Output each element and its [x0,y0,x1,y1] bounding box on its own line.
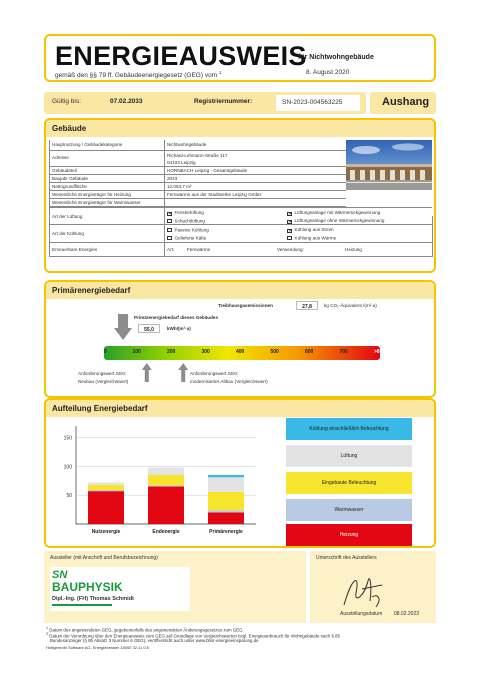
valid-until-label: Gültig bis: [52,98,81,105]
checkbox-empty-icon [287,236,292,241]
row-label: Nettogrundfläche [52,184,87,189]
legend-heating: Heizung [286,524,412,546]
scale-tick-label: 600 [305,349,314,355]
logo-rule [52,604,112,606]
bar-segment [208,475,244,477]
ventilation-option [167,210,204,216]
ventilation-label: Art der Lüftung [52,214,83,219]
legend-cooling: Kühlung einschließlich Befeuchtung [286,418,412,440]
option-label: Fensterlüftung [174,210,204,215]
option-label: Lüftungsanlage mit Wärmerückgewinnung [294,210,381,215]
legend-ventilation: Lüftung [286,445,412,467]
req-new-sub: Neubau (Vergleichswert) [78,379,129,384]
footnote-mark: 1 [218,70,222,75]
req-mod-label: Anforderungswert GEG [190,371,238,376]
legend-lighting: Eingebaute Beleuchtung [286,472,412,494]
option-label: Kühlung aus Wärme [294,235,337,241]
option-label: Lüftungsanlage ohne Wärmerückgewinnung [294,218,385,223]
row-label: Baujahr Gebäude [52,176,89,181]
building-heading: Gebäude [46,120,434,137]
checkbox-empty-icon [167,236,172,241]
table-row [49,151,346,167]
certificate-header [44,34,436,82]
logo-sn: SN [52,569,68,581]
footnote-2b: Bundesanzeiger (§ 85 Absatz 3 Nummer 6 GEG), veröffentlicht auch unter www.bbsr-energieeinsparung.de [50,638,259,643]
row-label: Gebäudeteil [52,168,77,173]
law-date: 8. August 2020 [306,69,350,76]
y-tick-label: 100 [63,464,72,471]
row-value: 04103 Leipzig [167,160,196,165]
option-label: Kühlung aus Strom [294,227,334,232]
issue-date-value: 08.02.2023 [394,611,420,617]
y-tick-label: 150 [63,435,72,442]
pe-label: Primärenergiebedarf dieses Gebäudes [134,315,218,320]
ventilation-row [49,207,432,225]
certificate-subtitle: für Nichtwohngebäude [298,54,374,61]
logo-person: Dipl.-Ing. (FH) Thomas Schmidt [52,596,134,602]
bar-segment [88,482,124,484]
issue-date-label: Ausstellungsdatum [340,611,383,617]
cooling-option [287,235,336,241]
primary-energy-heading: Primärenergiebedarf [46,282,434,299]
checkbox-checked-icon: ✕ [168,210,173,217]
req-new-label: Anforderungswert GEG [78,371,126,376]
scale-tick-label: 100 [132,349,141,355]
option-label: Passive Kühlung [174,227,209,233]
bar-segment [88,490,124,491]
cooling-option [287,227,334,233]
row-label: Wesentliche Energieträger für Warmwasser [52,200,141,205]
bar-segment [208,477,244,491]
table-row [49,167,346,175]
x-tick-label: Primärenergie [209,529,243,535]
legend-hot-water: Warmwasser [286,499,412,521]
table-border-right [432,216,433,257]
issuer-box [44,551,306,623]
distribution-heading: Aufteilung Energiebedarf [46,400,434,417]
bar-segment [88,491,124,524]
scale-tick-label: 300 [201,349,210,355]
footnote-2-text: Datum der Verordnung über den Energieausweis zum GEG auf Grundlage von Vergleichswerten bzgl. Energieverbrauch für Wohngebäude nach § 85 [49,633,340,639]
option-label: Gelieferte Kälte [174,235,207,241]
distribution-section [44,398,436,548]
cooling-label: Art der Kühlung [52,231,84,236]
table-row [49,199,346,207]
table-row [49,140,346,151]
primary-energy-section [44,280,436,398]
checkbox-checked-icon: ✕ [288,227,293,234]
bar-segment [88,485,124,490]
distribution-chart [46,418,266,548]
req-new-marker-arrow [142,363,152,382]
bar-segment [208,512,244,524]
row-value: Nichtwohngebäude [167,142,207,147]
row-label: Adresse [52,155,69,160]
registration-label: Registriernummer: [194,98,253,105]
issuer-label: Aussteller (mit Anschrift und Berufsbezeichnung) [50,555,158,561]
emission-unit: kg CO₂-Äquivalent /(m²·a) [324,303,377,308]
pe-marker-arrow [114,314,132,340]
table-row [49,175,346,183]
renewable-use-label: Verwendung: [277,247,304,252]
bar-segment [208,510,244,512]
ventilation-option [287,210,380,216]
building-photo-image [346,140,432,190]
renewable-row [49,243,432,257]
bar-segment [148,485,184,486]
checkbox-empty-icon [167,228,172,233]
cooling-option [167,235,206,241]
checkbox-empty-icon [167,219,172,224]
x-tick-label: Nutzenergie [91,529,121,535]
law-text: gemäß den §§ 79 ff. Gebäudeenergiegesetz (GEG) vom [55,72,218,80]
valid-until-value: 07.02.2033 [110,98,143,105]
scale-tick-label: 0 [104,349,107,355]
building-section [44,118,436,273]
y-tick-label: 50 [66,493,72,500]
logo-name: BAUPHYSIK [52,580,123,594]
table-row [49,183,346,191]
renewable-art-label: Art: [167,247,175,252]
footnote-1-text: Datum des angewendeten GEG, gegebenenfalls des angewendeten Änderungsgesetzes zum GEG [49,627,243,633]
scale-tick-label: 200 [167,349,176,355]
scale-tick-label: 500 [270,349,279,355]
cooling-row [49,225,432,243]
req-mod-sub: modernisierter Altbau (Vergleichswert) [190,379,268,384]
emission-label: Treibhausgasemissionen [218,303,273,308]
row-value: HORNBACH Leipzig - Gesamtgebäude [167,168,248,173]
option-label: Schachtlüftung [174,218,205,224]
signature-box [310,551,436,623]
row-value: 12.063,7 m² [167,184,192,189]
row-value: 2023 [167,176,178,181]
software-credit: Hottgenroth Software AG, Energieberater 18000 32.11.0.5 [46,645,149,650]
table-row [49,191,346,199]
req-mod-marker-arrow [178,363,188,382]
renewable-label: Erneuerbare Energien [52,247,98,252]
footnote-2: $^2$ Datum der Verordnung über den Energieausweis zum GEG auf Grundlage von Vergleichswerten bzgl. Energieverbrauch für Wohngebäude nach § 85 [46,632,340,639]
registration-number: SN-2023-004563225 [276,95,360,111]
scale-tick-label: >800 [374,349,386,355]
emission-value: 27,8 [296,301,318,310]
law-reference [55,70,221,79]
checkbox-checked-icon: ✕ [288,218,293,225]
bar-segment [148,468,184,475]
bar-segment [148,475,184,485]
issuer-logo [50,567,190,611]
bar-segment [148,487,184,524]
certificate-title: ENERGIEAUSWEIS [55,41,307,71]
row-value: Fernwärme aus der Stadtwerke Leipzig GmbH [167,192,262,197]
row-label: Wesentliche Energieträger für Heizung [52,192,131,197]
scale-tick-label: 400 [236,349,245,355]
row-value: Richard-Lehmann-Straße 117 [167,153,228,158]
footnote-1: $^1$ Datum des angewendeten GEG, gegebenenfalls des angewendeten Änderungsgesetzes zum GEG [46,626,243,633]
aushang-badge: Aushang [370,92,436,114]
cooling-option [167,227,209,233]
renewable-use-value: Heizung [345,247,362,252]
x-tick-label: Endenergie [152,529,180,535]
building-photo [346,140,432,190]
scale-tick-label: 700 [339,349,348,355]
pe-value: 55,0 [138,324,160,333]
pe-unit: kWh/(m²·a) [167,326,191,331]
ventilation-option [167,218,205,224]
validity-row [44,92,366,114]
bar-segment [208,492,244,510]
handwritten-signature [338,567,388,611]
renewable-art-value: Fernwärme [187,247,211,252]
checkbox-checked-icon: ✕ [288,210,293,217]
signature-label: Unterschrift des Ausstellers [316,555,377,561]
ventilation-option [287,218,384,224]
row-label: Hauptnutzung / Gebäudekategorie [52,142,123,147]
